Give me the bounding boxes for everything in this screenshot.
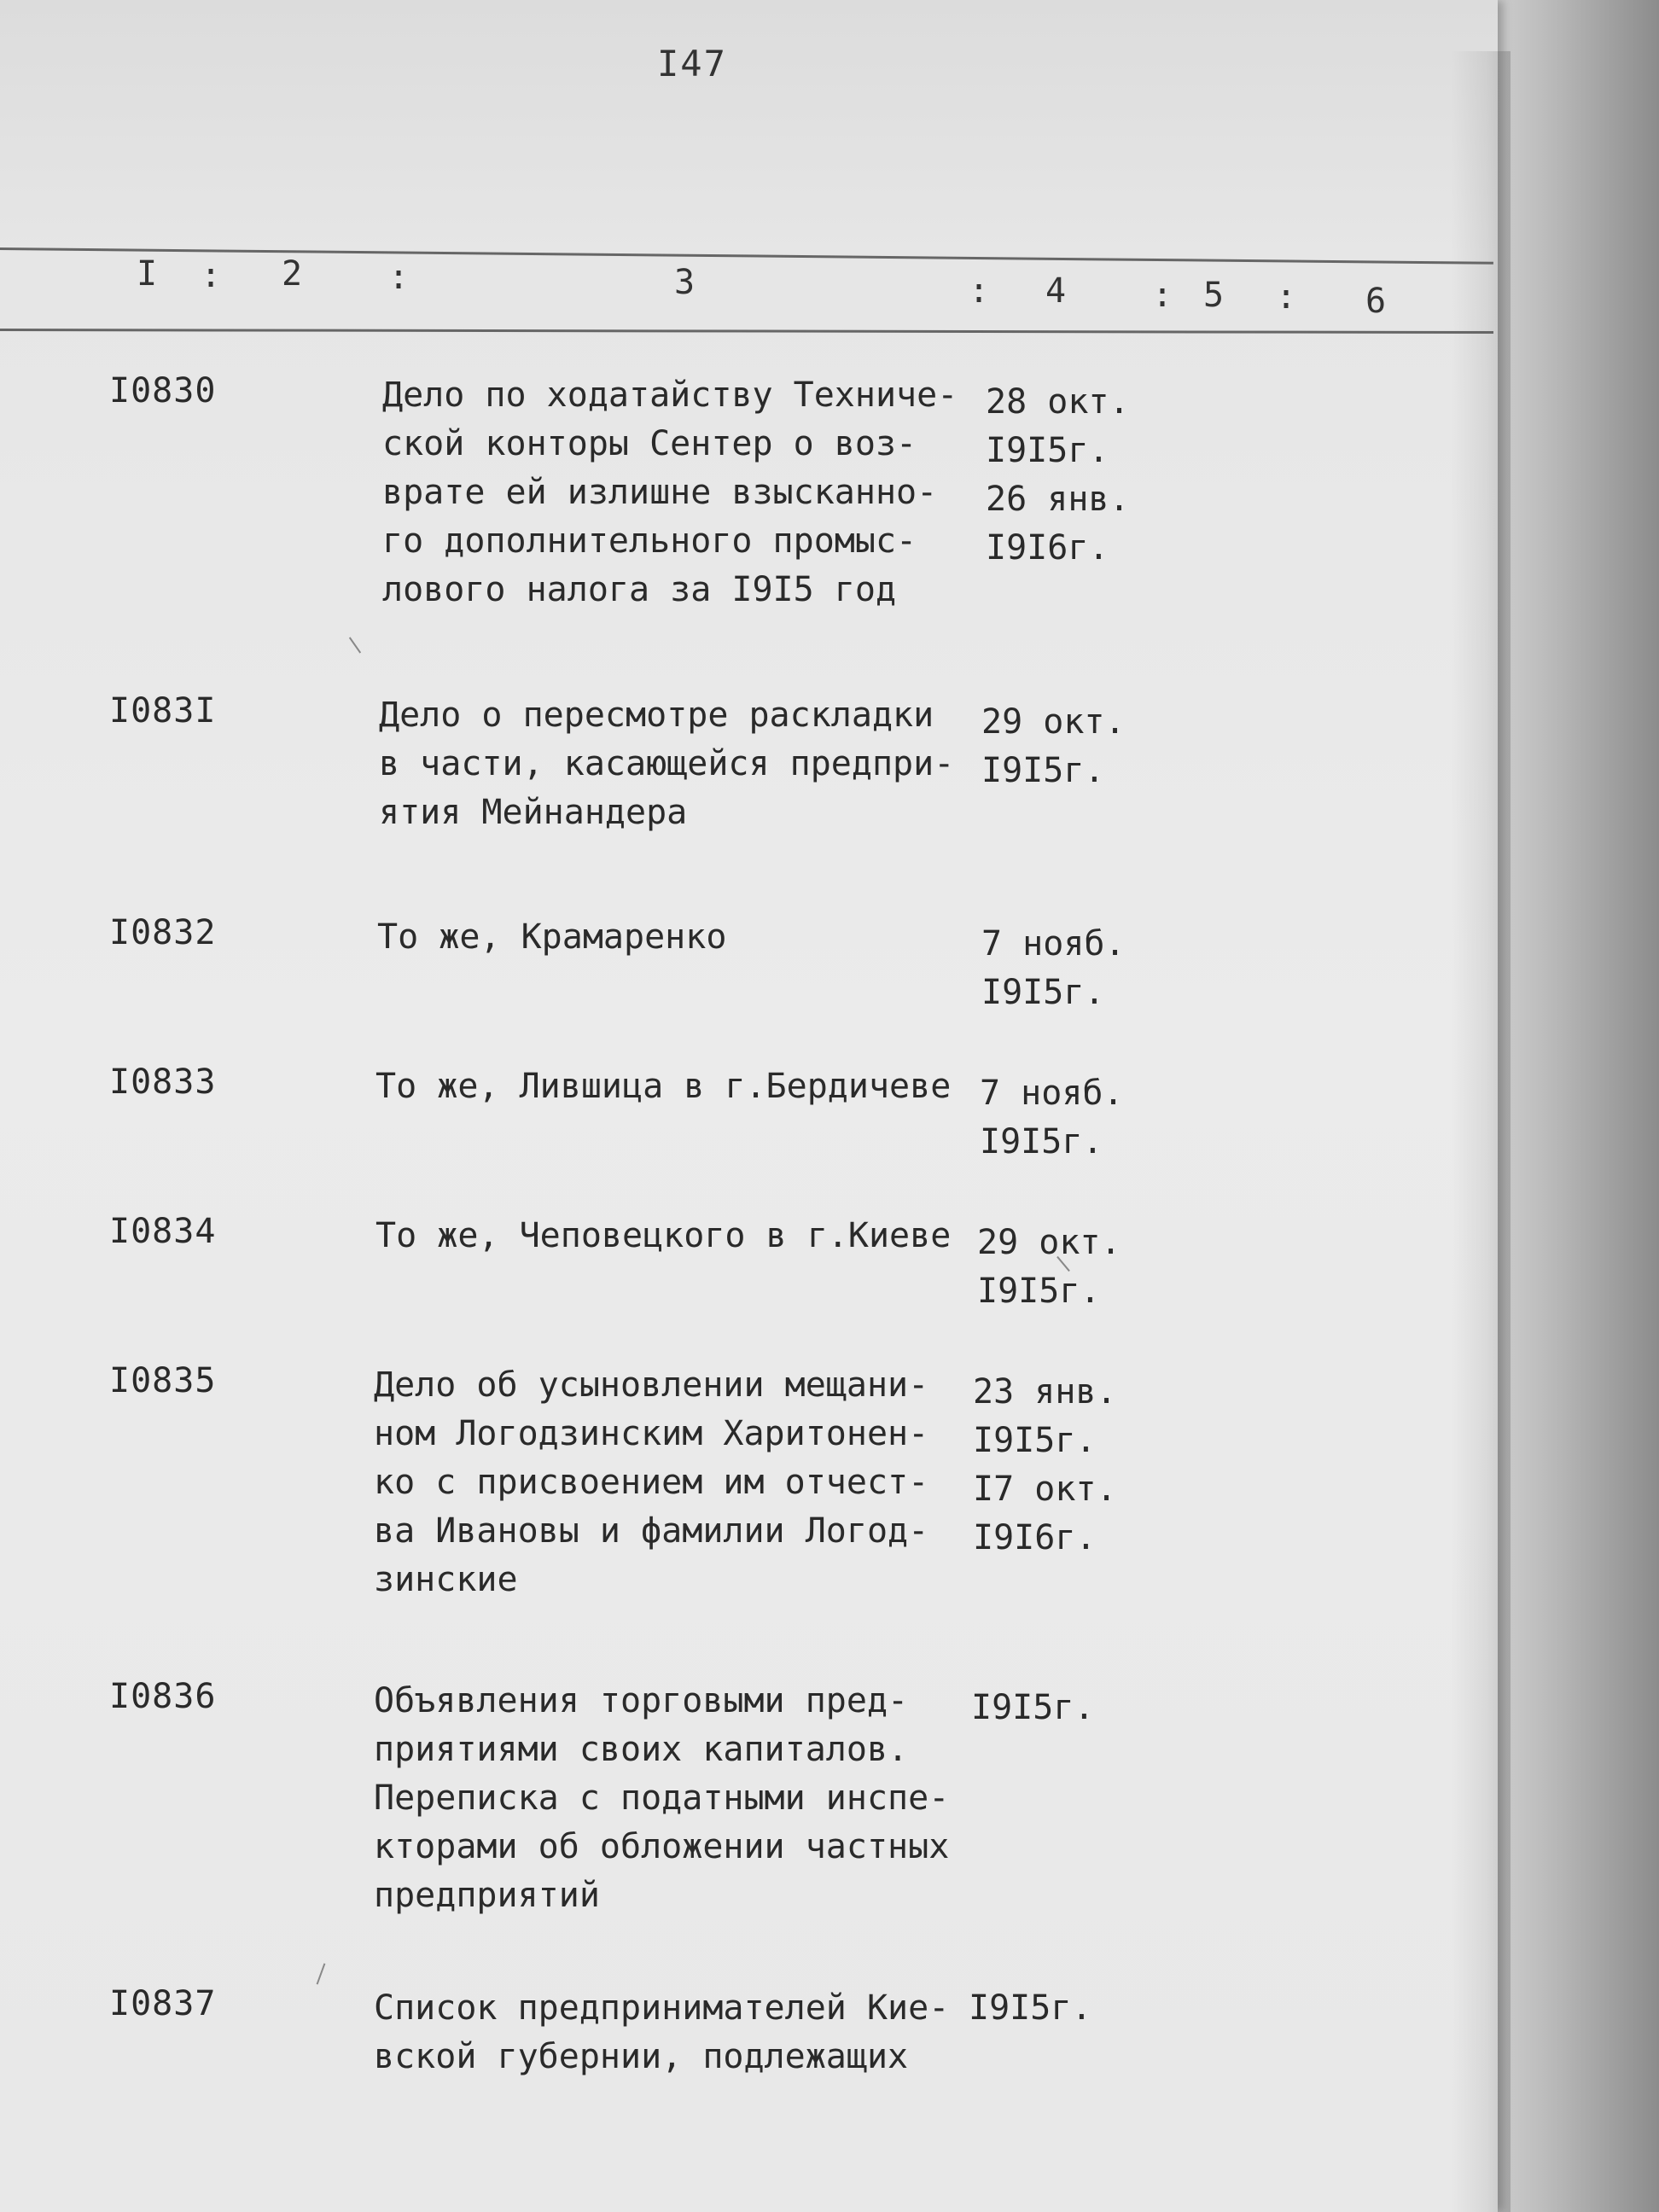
date-line: 7 нояб. [980, 1074, 1124, 1113]
column-separator: : [969, 271, 990, 311]
title-line: го дополнительного промыс- [382, 521, 917, 561]
column-separator: : [1152, 276, 1173, 315]
date-line: 7 нояб. [981, 924, 1126, 963]
record-title [379, 691, 976, 837]
date-line: 28 окт. [986, 382, 1130, 422]
date-line: I9I5г. [980, 1122, 1103, 1161]
page-number: I47 [657, 43, 727, 84]
record-number: I083I [109, 691, 217, 731]
record-dates [973, 1368, 1117, 1563]
column-header-3: 3 [674, 263, 696, 302]
record-dates [971, 1684, 1095, 1732]
title-line: Переписка с податными инспе- [374, 1778, 950, 1818]
record-number: I0835 [109, 1361, 217, 1400]
column-header-4: 4 [1045, 271, 1067, 311]
date-line: 29 окт. [977, 1223, 1121, 1262]
title-line: ко с присвоением им отчест- [374, 1463, 929, 1502]
header-top-rule [0, 247, 1493, 265]
date-line: I9I5г. [969, 1988, 1092, 2028]
title-line: вской губернии, подлежащих [374, 2037, 909, 2076]
record-title [374, 1984, 971, 2081]
record-dates [981, 698, 1126, 795]
date-line: 29 окт. [981, 702, 1126, 742]
record-dates [980, 1069, 1124, 1167]
record-title [374, 1361, 971, 1604]
stray-pencil-mark [349, 637, 361, 653]
date-line: 26 янв. [986, 480, 1130, 519]
header-bottom-rule [0, 329, 1493, 334]
column-separator: : [201, 256, 222, 295]
date-line: I9I5г. [986, 431, 1109, 470]
title-line: То же, Чеповецкого в г.Киеве [375, 1216, 952, 1255]
title-line: Дело об усыновлении мещани- [374, 1365, 929, 1405]
title-line: То же, Крамаренко [377, 917, 727, 957]
record-number: I0837 [109, 1984, 217, 2023]
date-line: I9I5г. [973, 1421, 1097, 1460]
date-line: I9I6г. [986, 528, 1109, 568]
record-number: I0830 [109, 371, 217, 410]
record-number: I0832 [109, 913, 217, 952]
title-line: То же, Лившица в г.Бердичеве [375, 1067, 952, 1106]
column-header-6: 6 [1365, 282, 1387, 321]
column-header-2: 2 [282, 254, 303, 294]
record-title [374, 1677, 971, 1920]
date-line: I7 окт. [973, 1470, 1117, 1509]
title-line: приятиями своих капиталов. [374, 1730, 909, 1769]
record-dates [969, 1984, 1092, 2033]
title-line: Дело о пересмотре раскладки [379, 696, 934, 735]
record-number: I0836 [109, 1677, 217, 1716]
date-line: I9I5г. [981, 973, 1105, 1012]
column-separator: : [1276, 277, 1297, 317]
title-line: зинские [374, 1560, 518, 1599]
title-line: ном Логодзинским Харитонен- [374, 1414, 929, 1453]
record-dates [981, 920, 1126, 1017]
title-line: врате ей излишне взысканно- [382, 473, 938, 512]
title-line: ской конторы Сентер о воз- [382, 424, 917, 463]
title-line: Объявления торговыми пред- [374, 1681, 909, 1720]
title-line: в части, касающейся предпри- [379, 744, 955, 783]
column-header-1: I [137, 254, 158, 294]
record-title [375, 1062, 973, 1111]
date-line: 23 янв. [973, 1372, 1117, 1412]
stray-pencil-mark [317, 1963, 326, 1984]
column-header-5: 5 [1203, 276, 1225, 315]
title-line: кторами об обложении частных [374, 1827, 950, 1866]
record-title [377, 913, 975, 962]
date-line: I9I5г. [971, 1688, 1095, 1727]
record-number: I0834 [109, 1212, 217, 1251]
title-line: Список предпринимателей Кие- [374, 1988, 950, 2028]
page-edge-shadow [1451, 51, 1511, 2212]
record-dates [977, 1219, 1121, 1316]
column-separator: : [388, 258, 410, 297]
title-line: лового налога за I9I5 год [382, 570, 897, 609]
title-line: Дело по ходатайству Техниче- [382, 375, 958, 415]
date-line: I9I5г. [977, 1272, 1101, 1311]
title-line: предприятий [374, 1876, 600, 1915]
record-number: I0833 [109, 1062, 217, 1102]
title-line: ва Ивановы и фамилии Логод- [374, 1511, 929, 1551]
record-dates [986, 378, 1130, 573]
date-line: I9I5г. [981, 751, 1105, 790]
date-line: I9I6г. [973, 1518, 1097, 1557]
record-title [375, 1212, 973, 1260]
title-line: ятия Мейнандера [379, 793, 688, 832]
record-title [382, 371, 980, 614]
